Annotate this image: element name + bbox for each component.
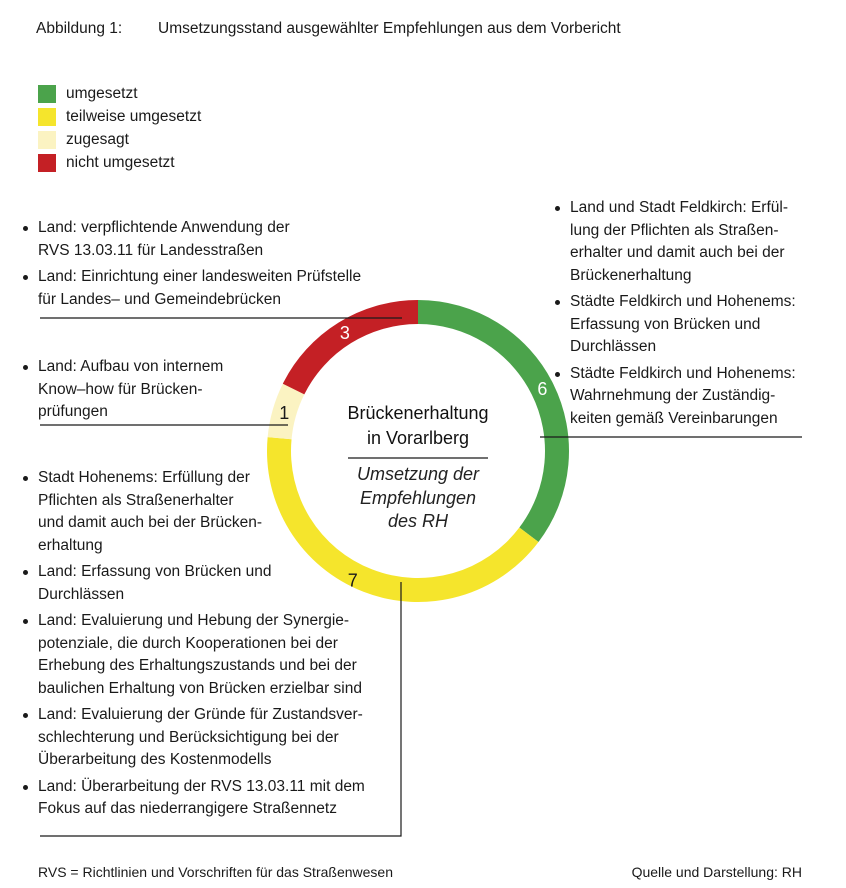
annotation-item: Städte Feldkirch und Hohenems: Wahrnehmung der Zuständig- keiten gemäß Vereinbarungen: [555, 363, 825, 431]
annotation-item: Land: Einrichtung einer landesweiten Prüfstelle für Landes– und Gemeindebrücken: [23, 266, 393, 311]
center-subtitle-line-1: Umsetzung der: [356, 464, 480, 484]
annotation-group-teilweise-umgesetzt: [23, 467, 403, 825]
annotation-item: Städte Feldkirch und Hohenems: Erfassung von Brücken und Durchlässen: [555, 291, 825, 359]
annotation-item: Stadt Hohenems: Erfüllung der Pflichten als Straßenerhalter und damit auch bei der Brücken- erhaltung: [23, 467, 403, 557]
annotation-item: Land und Stadt Feldkirch: Erfül- lung der Pflichten als Straßen- erhalter und damit auch bei der Brückenerhaltung: [555, 197, 825, 287]
footnote-abbreviation: RVS = Richtlinien und Vorschriften für das Straßenwesen: [38, 864, 393, 880]
center-subtitle-line-3: des RH: [387, 511, 449, 531]
annotation-item: Land: Aufbau von internem Know–how für Brücken- prüfungen: [23, 356, 263, 424]
source-note: Quelle und Darstellung: RH: [631, 864, 802, 880]
caption-title: Umsetzungsstand ausgewählter Empfehlungen aus dem Vorbericht: [158, 20, 621, 37]
annotation-group-zugesagt: [23, 356, 263, 428]
legend-label: nicht umgesetzt: [66, 153, 175, 171]
donut-value-label-zugesagt: 1: [279, 402, 290, 423]
donut-value-label-nicht-umgesetzt: 3: [339, 322, 350, 343]
annotation-item: Land: verpflichtende Anwendung der RVS 13.03.11 für Landesstraßen: [23, 217, 393, 262]
center-title: [318, 401, 518, 451]
center-title-line-1: Brückenerhaltung: [347, 403, 489, 423]
annotation-group-umgesetzt: [555, 197, 825, 434]
center-title-line-2: in Vorarlberg: [366, 428, 470, 448]
donut-value-label-teilweise-umgesetzt: 7: [347, 570, 358, 591]
annotation-item: Land: Evaluierung der Gründe für Zustandsver- schlechterung und Berücksichtigung bei der Überarbeitung des Kostenmodells: [23, 704, 403, 772]
annotation-item: Land: Erfassung von Brücken und Durchlässen: [23, 561, 403, 606]
donut-value-label-umgesetzt: 6: [537, 379, 548, 400]
legend-label: teilweise umgesetzt: [66, 107, 202, 125]
annotation-group-nicht-umgesetzt: [23, 217, 393, 315]
legend-label: umgesetzt: [66, 84, 138, 102]
annotation-item: Land: Überarbeitung der RVS 13.03.11 mit dem Fokus auf das niederrangigere Straßennetz: [23, 776, 403, 821]
annotation-item: Land: Evaluierung und Hebung der Synergie- potenziale, die durch Kooperationen bei der Erhebung des Erhaltungszustands und bei der baulichen Erhaltung von Brücken erzielbar sind: [23, 610, 403, 700]
legend-label: zugesagt: [66, 130, 129, 148]
center-subtitle-line-2: Empfehlungen: [359, 487, 477, 508]
caption-number: Abbildung 1:: [36, 20, 123, 37]
